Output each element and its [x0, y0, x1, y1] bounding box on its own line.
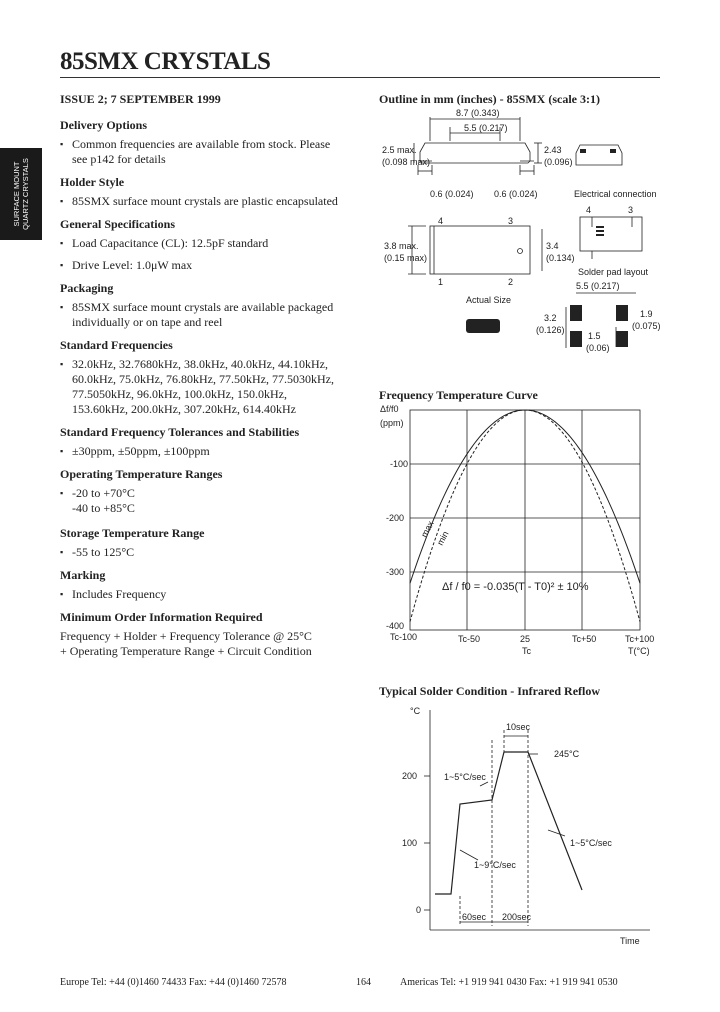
- elec-pin3: 3: [628, 205, 634, 215]
- xtick-tc+50: Tc+50: [572, 634, 597, 644]
- solder-60sec: 60sec: [462, 912, 487, 922]
- section-tab: [0, 148, 42, 240]
- operating-range-1: ▪ -20 to +70°C: [60, 486, 345, 501]
- outline-heading: Outline in mm (inches) - 85SMX (scale 3:1): [379, 92, 600, 106]
- label-min: min: [434, 529, 451, 547]
- freq-temp-chart: [370, 400, 670, 660]
- frequencies-text: ▪ 32.0kHz, 32.7680kHz, 38.0kHz, 40.0kHz, 44.10kHz, 60.0kHz, 75.0kHz, 76.80kHz, 77.50kHz, 77.5030kHz, 77.5050kHz, 96.0kHz, 100.0kHz, 150.0kHz, 153.60kHz, 200.0kHz, 307.20kHz, 614.40kHz: [60, 357, 345, 417]
- ytick-400: -400: [386, 621, 405, 631]
- label-max: max: [418, 519, 436, 539]
- dim-3.8: 3.8 max.: [384, 241, 419, 251]
- solder-245c: 245°C: [554, 749, 580, 759]
- dim-8.7: 8.7 (0.343): [456, 108, 500, 118]
- solder-200sec: 200sec: [502, 912, 532, 922]
- x-sub: Tc: [522, 646, 531, 656]
- operating-range-2: -40 to +85°C: [72, 501, 135, 515]
- freq-formula: Δf / f0 = -0.035(T - T0)² ± 10%: [442, 581, 589, 593]
- ytick-300: -300: [386, 567, 405, 577]
- solder-10sec: 10sec: [506, 722, 531, 732]
- end-view: [576, 145, 622, 165]
- electrical-connection-box: [580, 217, 642, 251]
- solder-pad-1: [570, 305, 582, 321]
- section-tab-text: [12, 158, 30, 230]
- solder-pad-3: [616, 305, 628, 321]
- issue-line: ISSUE 2; 7 SEPTEMBER 1999: [60, 92, 221, 106]
- tolerances-heading: Standard Frequency Tolerances and Stabilities: [60, 425, 300, 439]
- order-line-1: Frequency + Holder + Frequency Tolerance @ 25°C: [60, 629, 312, 643]
- solder-time: Time: [620, 936, 640, 946]
- footer-americas: Americas Tel: +1 919 941 0430 Fax: +1 919 941 0530: [400, 977, 618, 988]
- footer-page: 164: [356, 977, 371, 988]
- dim-3.4: 3.4: [546, 241, 559, 251]
- top-pin4: 4: [438, 216, 444, 226]
- pad-dim-1.5-in: (0.06): [586, 343, 610, 353]
- frequencies-heading: Standard Frequencies: [60, 338, 173, 352]
- packaging-heading: Packaging: [60, 281, 114, 295]
- dim-2.43: 2.43: [544, 145, 562, 155]
- dim-0.6-a: 0.6 (0.024): [430, 189, 474, 199]
- order-heading: Minimum Order Information Required: [60, 610, 263, 624]
- spec-column: [60, 92, 345, 659]
- pad-dim-1.5: 1.5: [588, 331, 601, 341]
- top-view-body: [430, 226, 530, 274]
- packaging-text: ▪ 85SMX surface mount crystals are available packaged individually or on tape and reel: [60, 300, 345, 330]
- electrical-label: Electrical connection: [574, 189, 657, 199]
- solder-ytick-100: 100: [402, 838, 418, 848]
- pad-dim-1.9-in: (0.075): [632, 321, 661, 331]
- solder-pad-2: [570, 331, 582, 347]
- title-rule: [60, 77, 660, 78]
- drive-level: ▪ Drive Level: 1.0μW max: [60, 258, 345, 273]
- freq-ylabel-2: (ppm): [380, 418, 404, 428]
- marking-text: ▪ Includes Frequency: [60, 587, 345, 602]
- side-view-body: [420, 143, 530, 163]
- xtick-tc+100: Tc+100: [625, 634, 655, 644]
- solder-heading: Typical Solder Condition - Infrared Reflow: [379, 684, 601, 698]
- solder-unit: °C: [410, 706, 421, 716]
- solder-rate-2: 1~9°C/sec: [474, 860, 516, 870]
- ytick-100: -100: [390, 459, 409, 469]
- pad-dim-3.2: 3.2: [544, 313, 557, 323]
- pad-dim-5.5: 5.5 (0.217): [576, 281, 620, 291]
- elec-pin4: 4: [586, 205, 592, 215]
- xtick-tc-50: Tc-50: [458, 634, 481, 644]
- solder-pad-label: Solder pad layout: [578, 267, 649, 277]
- ytick-200: -200: [386, 513, 405, 523]
- solder-rate-3: 1~5°C/sec: [570, 838, 612, 848]
- actual-size-label: Actual Size: [466, 295, 512, 305]
- pad-dim-3.2-in: (0.126): [536, 325, 565, 335]
- dim-3.4-in: (0.134): [546, 253, 575, 263]
- xtick-tc-100: Tc-100: [390, 632, 418, 642]
- delivery-text: ▪ Common frequencies are available from stock. Please see p142 for details: [60, 137, 345, 167]
- operating-heading: Operating Temperature Ranges: [60, 467, 223, 481]
- top-pin2: 2: [508, 277, 514, 287]
- x-unit: T(°C): [628, 646, 650, 656]
- pad-dim-1.9: 1.9: [640, 309, 653, 319]
- dim-3.8-in: (0.15 max): [384, 253, 428, 263]
- freq-curve-heading: Frequency Temperature Curve: [379, 388, 538, 402]
- freq-ylabel-1: Δf/f0: [380, 404, 399, 414]
- tolerances-text: ▪ ±30ppm, ±50ppm, ±100ppm: [60, 444, 345, 459]
- marking-heading: Marking: [60, 568, 106, 582]
- load-capacitance: ▪ Load Capacitance (CL): 12.5pF standard: [60, 236, 345, 251]
- delivery-heading: Delivery Options: [60, 118, 147, 132]
- dim-2.5: 2.5 max.: [382, 145, 417, 155]
- holder-text: ▪ 85SMX surface mount crystals are plastic encapsulated: [60, 194, 345, 209]
- order-line-2: + Operating Temperature Range + Circuit Condition: [60, 644, 312, 658]
- footer-europe: Europe Tel: +44 (0)1460 74433 Fax: +44 (0)1460 72578: [60, 977, 287, 988]
- section-tab-line2: QUARTZ CRYSTALS: [21, 158, 30, 230]
- solder-pad-4: [616, 331, 628, 347]
- xtick-25: 25: [520, 634, 531, 644]
- storage-text: ▪ -55 to 125°C: [60, 545, 345, 560]
- solder-rate-1: 1~5°C/sec: [444, 772, 486, 782]
- solder-ytick-0: 0: [416, 905, 422, 915]
- holder-heading: Holder Style: [60, 175, 125, 189]
- top-pin1: 1: [438, 277, 444, 287]
- page-title: 85SMX CRYSTALS: [60, 48, 271, 75]
- solder-ytick-200: 200: [402, 771, 418, 781]
- section-tab-line1: SURFACE MOUNT: [12, 161, 21, 227]
- dim-0.6-b: 0.6 (0.024): [494, 189, 538, 199]
- dim-2.5-in: (0.098 max): [382, 157, 431, 167]
- dim-2.43-in: (0.096): [544, 157, 573, 167]
- storage-heading: Storage Temperature Range: [60, 526, 205, 540]
- outline-diagram: [370, 105, 670, 360]
- top-pin3: 3: [508, 216, 514, 226]
- solder-profile-chart: [380, 700, 670, 950]
- dim-5.5: 5.5 (0.217): [464, 123, 508, 133]
- actual-size-part: [466, 319, 500, 333]
- general-heading: General Specifications: [60, 217, 175, 231]
